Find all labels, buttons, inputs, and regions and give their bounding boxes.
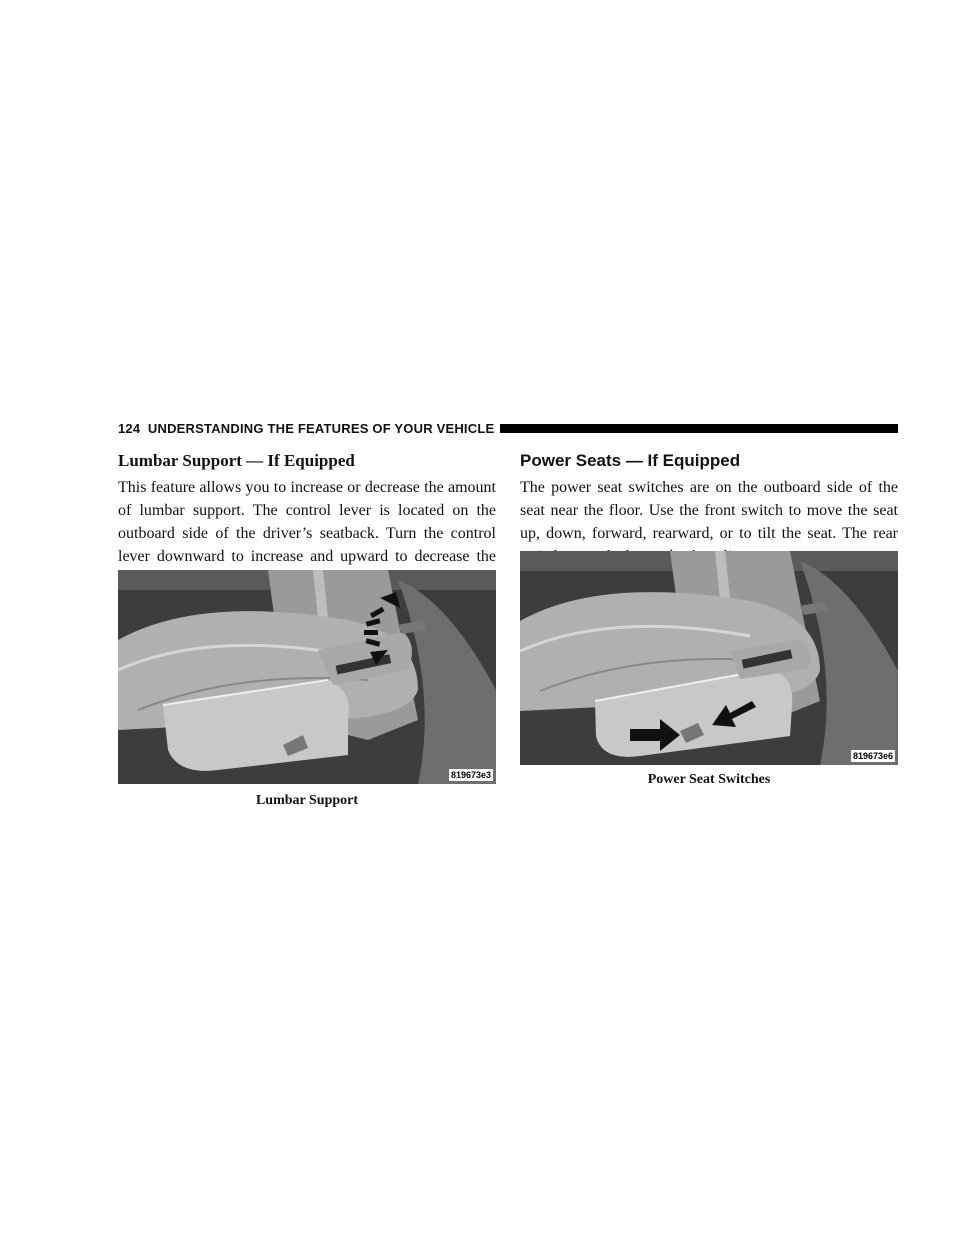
- page-number: 124: [118, 420, 141, 436]
- figure-code: 819673e3: [450, 770, 491, 780]
- header-rule: [500, 424, 898, 433]
- power-seats-body: The power seat switches are on the outboard side of the seat near the floor. Use the front switch to move the seat up, down, forward, rearward, or to tilt the seat. The rear: [520, 479, 898, 542]
- power-seat-caption: Power Seat Switches: [647, 772, 771, 787]
- lumbar-support-figure: [118, 570, 496, 784]
- seat-illustration-lumbar: [118, 570, 496, 784]
- lumbar-support-caption: Lumbar Support: [255, 793, 359, 808]
- seat-illustration-power: [520, 551, 898, 765]
- lumbar-support-heading: Lumbar Support — If Equipped: [118, 451, 355, 470]
- lumbar-support-body: This feature allows you to increase or decrease the amount of lumbar support. The control lever is located on the outboard side of the driver’s seatback. Turn the control lever downward to increase and upward to decrease the: [118, 479, 496, 565]
- section-title: UNDERSTANDING THE FEATURES OF YOUR VEHICLE: [147, 420, 495, 436]
- power-seat-figure: [520, 551, 898, 765]
- header-text: [118, 421, 500, 436]
- running-header: [118, 420, 898, 436]
- figure-code: 819673e6: [852, 751, 893, 761]
- power-seats-heading: Power Seats — If Equipped: [520, 451, 741, 470]
